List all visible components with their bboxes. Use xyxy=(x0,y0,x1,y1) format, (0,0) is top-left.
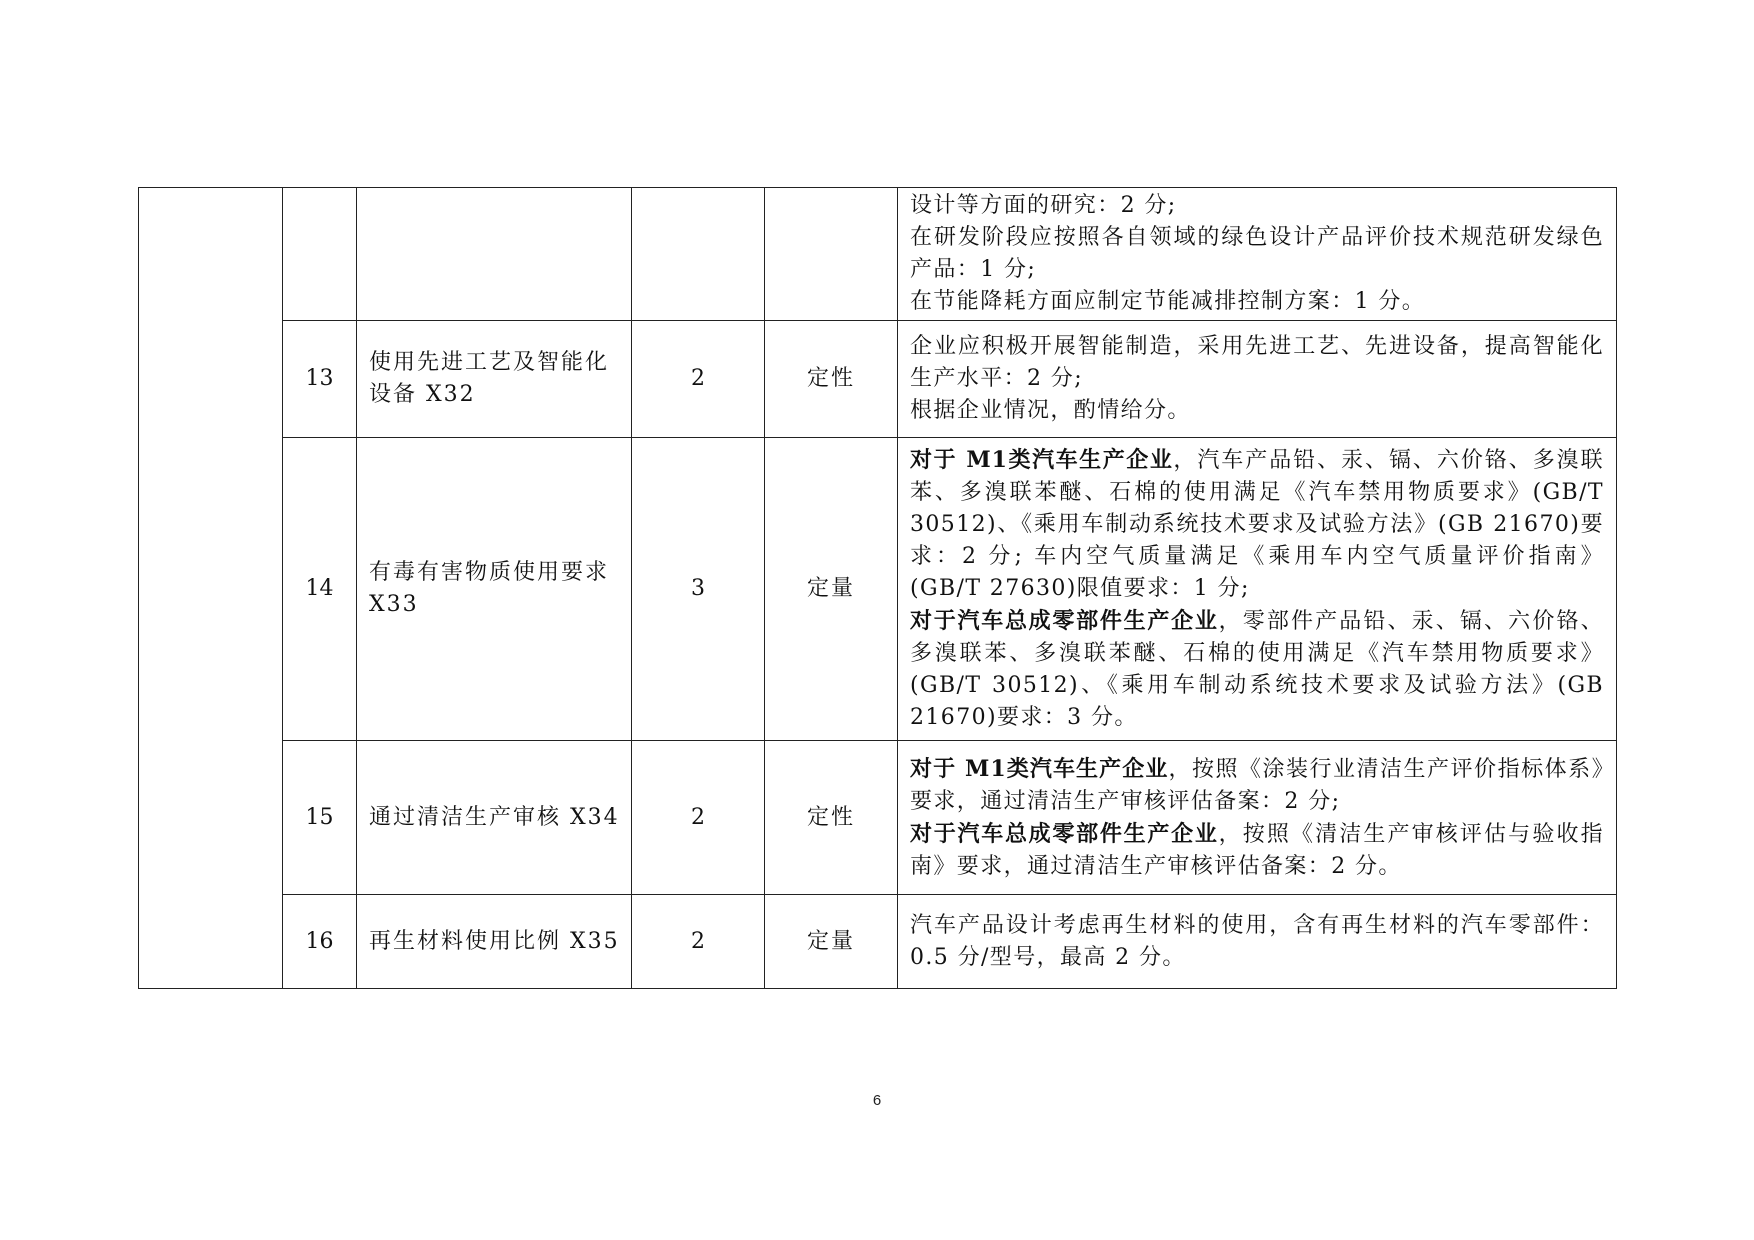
row-number-cell: 15 xyxy=(283,741,357,895)
requirement-cell xyxy=(898,438,1617,741)
type-cell: 定性 xyxy=(765,321,898,438)
scoring-table-section xyxy=(138,187,1617,989)
row-number-cell xyxy=(283,188,357,321)
row-number-cell: 14 xyxy=(283,438,357,741)
requirement-lead: 对于汽车总成零部件生产企业 xyxy=(910,608,1219,634)
requirement-cell xyxy=(898,188,1617,321)
requirement-paragraph xyxy=(910,605,1604,734)
requirement-line: 在节能降耗方面应制定节能减排控制方案：1 分。 xyxy=(910,289,1426,314)
type-cell: 定性 xyxy=(765,741,898,895)
indicator-name-cell: 再生材料使用比例 X35 xyxy=(357,895,632,989)
score-cell: 2 xyxy=(632,321,765,438)
score-cell: 2 xyxy=(632,741,765,895)
score-cell xyxy=(632,188,765,321)
table-row xyxy=(139,895,1617,989)
requirement-text: ，按照《涂装行业清洁生产评价指标体系》要求，通过清洁生产审核评估备案：2 分; xyxy=(910,756,1604,814)
requirement-line: 企业应积极开展智能制造，采用先进工艺、先进设备，提高智能化生产水平：2 分; xyxy=(910,334,1604,391)
type-cell xyxy=(765,188,898,321)
row-number-cell: 16 xyxy=(283,895,357,989)
requirement-paragraph xyxy=(910,818,1604,883)
score-cell: 2 xyxy=(632,895,765,989)
requirement-lead: 对于汽车总成零部件生产企业 xyxy=(910,820,1219,847)
requirement-paragraph xyxy=(910,753,1604,818)
table-row xyxy=(139,741,1617,895)
requirement-line: 根据企业情况，酌情给分。 xyxy=(910,398,1191,423)
table-row xyxy=(139,438,1617,741)
category-cell xyxy=(139,188,283,989)
type-cell: 定量 xyxy=(765,895,898,989)
requirement-paragraph xyxy=(910,444,1604,605)
requirement-line: 设计等方面的研究：2 分; xyxy=(910,193,1177,218)
requirement-text: ，按照《清洁生产审核评估与验收指南》要求，通过清洁生产审核评估备案：2 分。 xyxy=(910,821,1604,879)
indicator-name-cell xyxy=(357,188,632,321)
requirement-cell xyxy=(898,741,1617,895)
score-cell: 3 xyxy=(632,438,765,741)
requirement-text: ，汽车产品铅、汞、镉、六价铬、多溴联苯、多溴联苯醚、石棉的使用满足《汽车禁用物质要求》(GB/T 30512)、《乘用车制动系统技术要求及试验方法》(GB 21670)要求：2 分; 车内空气质量满足《乘用车内空气质量评价指南》(GB/T 27630)限值要求：1 分; xyxy=(910,448,1604,601)
type-cell: 定量 xyxy=(765,438,898,741)
requirement-text: ，零部件产品铅、汞、镉、六价铬、多溴联苯、多溴联苯醚、石棉的使用满足《汽车禁用物质要求》(GB/T 30512)、《乘用车制动系统技术要求及试验方法》(GB 21670)要求：3 分。 xyxy=(910,609,1604,730)
indicator-name-cell: 使用先进工艺及智能化设备 X32 xyxy=(357,321,632,438)
table-row-continuation xyxy=(139,188,1617,321)
requirement-lead: 对于 M1类汽车生产企业 xyxy=(910,755,1169,782)
requirement-lead: 对于 M1类汽车生产企业 xyxy=(910,447,1174,473)
indicator-name-cell: 有毒有害物质使用要求 X33 xyxy=(357,438,632,741)
requirement-line: 在研发阶段应按照各自领域的绿色设计产品评价技术规范研发绿色产品：1 分; xyxy=(910,225,1604,282)
table-row xyxy=(139,321,1617,438)
row-number-cell: 13 xyxy=(283,321,357,438)
requirement-cell xyxy=(898,321,1617,438)
requirement-cell xyxy=(898,895,1617,989)
page-number: 6 xyxy=(872,1092,882,1109)
indicator-name-cell: 通过清洁生产审核 X34 xyxy=(357,741,632,895)
scoring-table xyxy=(138,187,1617,989)
requirement-line: 汽车产品设计考虑再生材料的使用，含有再生材料的汽车零部件：0.5 分/型号，最高 2 分。 xyxy=(910,912,1604,970)
